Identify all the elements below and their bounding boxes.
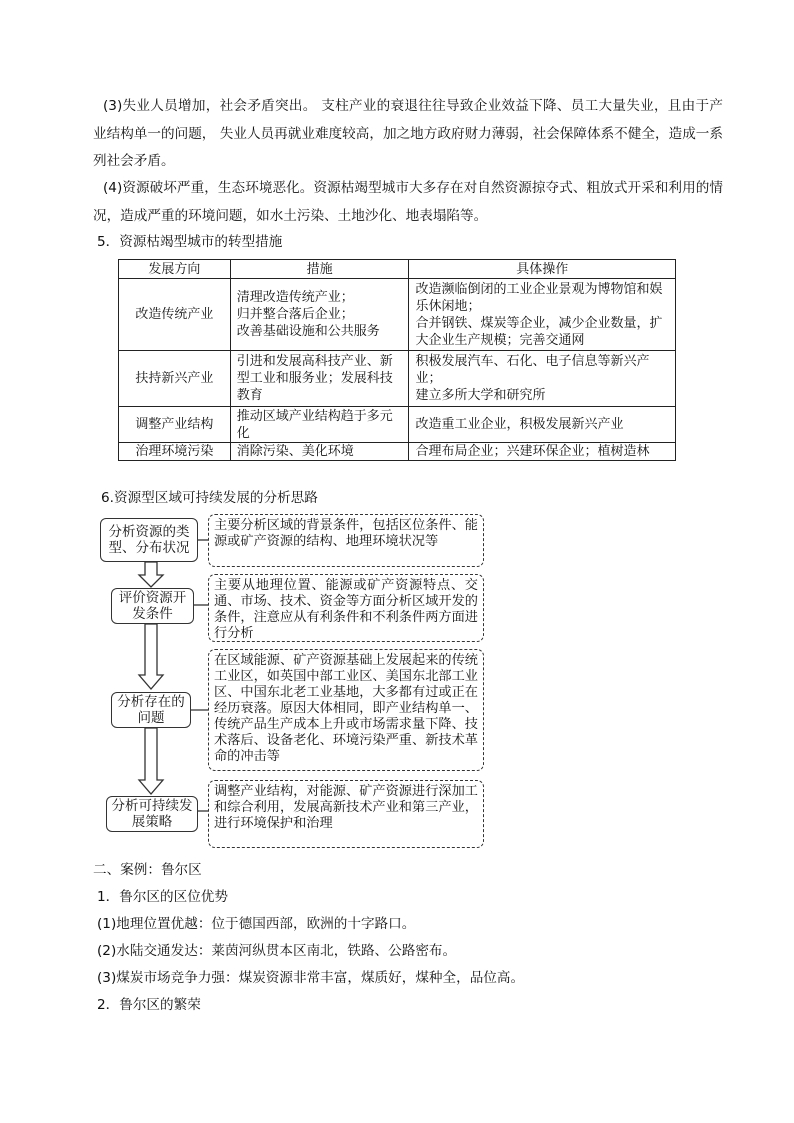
down-arrow-icon xyxy=(139,624,163,689)
row-operations xyxy=(409,443,676,461)
operation-line: 合并钢铁、煤炭等企业，减少企业数量，扩大企业生产规模；完善交通网 xyxy=(415,315,663,348)
table-row xyxy=(119,351,676,407)
operation-line: 改造濒临倒闭的工业企业景观为博物馆和娱乐休闲地； xyxy=(415,281,663,314)
case-item: (3)煤炭市场竞争力强：煤炭资源非常丰富，煤质好，煤种全，品位高。 xyxy=(97,970,525,986)
row-measures xyxy=(230,279,409,351)
row-direction: 治理环境污染 xyxy=(119,443,231,461)
row-direction: 扶持新兴产业 xyxy=(119,351,231,407)
flow-note-existing-problems: 在区域能源、矿产资源基础上发展起来的传统工业区，如英国中部工业区、美国东北部工业区、中国东北老工业基地，大多都有过或正在经历衰落。原因大体相同，即产业结构单一、传统产品生产成本上升或市场需求量下降、技术落后、设备老化、环境污染严重、新技术革命的冲击等 xyxy=(208,649,484,771)
measure-line: 清理改造传统产业； xyxy=(236,290,354,305)
case-subtitle-1: 1．鲁尔区的区位优势 xyxy=(97,889,228,905)
case-subtitle-2: 2．鲁尔区的繁荣 xyxy=(97,997,201,1013)
operation-line: 改造重工业企业，积极发展新兴产业 xyxy=(415,417,624,432)
row-operations xyxy=(409,351,676,407)
row-measures xyxy=(230,407,409,443)
analysis-flow-diagram xyxy=(98,512,488,852)
paragraph-4: (4)资源破坏严重，生态环境恶化。资源枯竭型城市大多存在对自然资源掠夺式、粗放式开采和利用的情况，造成严重的环境问题，如水土污染、土地沙化、地表塌陷等。 xyxy=(93,180,723,224)
header-operations: 具体操作 xyxy=(409,260,676,279)
down-arrow-icon xyxy=(139,728,163,794)
measure-line: 改善基础设施和公共服务 xyxy=(236,324,380,339)
transformation-table xyxy=(118,259,676,461)
row-operations xyxy=(409,407,676,443)
row-direction: 改造传统产业 xyxy=(119,279,231,351)
flow-note-sustainable-strategy: 调整产业结构，对能源、矿产资源进行深加工和综合利用，发展高新技术产业和第三产业，进行环境保护和治理 xyxy=(208,780,484,848)
table-row xyxy=(119,407,676,443)
row-operations xyxy=(409,279,676,351)
flow-note-resource-type: 主要分析区域的背景条件，包括区位条件、能源或矿产资源的结构、地理环境状况等 xyxy=(208,514,484,567)
flow-step-existing-problems: 分析存在的问题 xyxy=(111,692,191,728)
table-row xyxy=(119,279,676,351)
header-direction: 发展方向 xyxy=(119,260,231,279)
operation-line: 建立多所大学和研究所 xyxy=(415,388,546,403)
case-item: (2)水陆交通发达：莱茵河纵贯本区南北，铁路、公路密布。 xyxy=(97,943,457,959)
table-header-row xyxy=(119,260,676,279)
row-direction: 调整产业结构 xyxy=(119,407,231,443)
flow-step-development-conditions: 评价资源开发条件 xyxy=(111,588,194,624)
table-row xyxy=(119,443,676,461)
operation-line: 积极发展汽车、石化、电子信息等新兴产业； xyxy=(415,354,650,386)
case-title: 二、案例：鲁尔区 xyxy=(93,862,202,878)
row-measures xyxy=(230,443,409,461)
paragraph-3: (3)失业人员增加，社会矛盾突出。 支柱产业的衰退往往导致企业效益下降、员工大量失业，且由于产业结构单一的问题， 失业人员再就业难度较高，加之地方政府财力薄弱，社会保障体系不健全，造成一系列社会矛盾。 xyxy=(93,98,723,169)
header-measures: 措施 xyxy=(230,260,409,279)
case-item: (1)地理位置优越：位于德国西部，欧洲的十字路口。 xyxy=(97,916,416,932)
flow-note-development-conditions: 主要从地理位置、能源或矿产资源特点、交通、市场、技术、资金等方面分析区域开发的条件，注意应从有利条件和不利条件两方面进行分析 xyxy=(208,574,484,642)
flow-step-sustainable-strategy: 分析可持续发展策略 xyxy=(106,796,198,832)
measure-line: 推动区域产业结构趋于多元化 xyxy=(236,408,393,441)
measure-line: 消除污染、美化环境 xyxy=(236,444,354,459)
down-arrow-icon xyxy=(139,562,163,587)
flow-step-resource-type: 分析资源的类型、分布状况 xyxy=(100,518,198,562)
section5-title: 5．资源枯竭型城市的转型措施 xyxy=(97,234,283,250)
measure-line: 归并整合落后企业； xyxy=(236,307,354,322)
section6-title: 6.资源型区域可持续发展的分析思路 xyxy=(101,490,318,506)
operation-line: 合理布局企业；兴建环保企业；植树造林 xyxy=(415,444,650,459)
measure-line: 引进和发展高科技产业、新型工业和服务业；发展科技教育 xyxy=(236,354,393,403)
row-measures xyxy=(230,351,409,407)
